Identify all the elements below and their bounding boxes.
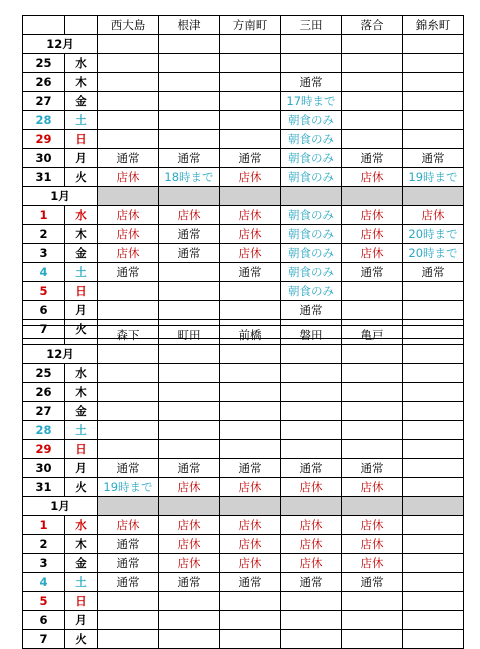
date-cell: 5 (23, 282, 65, 301)
status-cell (281, 364, 342, 383)
status-cell (342, 73, 403, 92)
date-cell: 7 (23, 630, 65, 649)
header-row (23, 326, 464, 345)
month-row-cell (281, 187, 342, 206)
status-cell: 店休 (159, 535, 220, 554)
weekday-cell: 金 (65, 554, 98, 573)
status-cell: 店休 (98, 206, 159, 225)
month-row-cell (342, 35, 403, 54)
status-cell (403, 402, 464, 421)
status-cell: 朝食のみ (281, 168, 342, 187)
month-row-cell (159, 35, 220, 54)
status-cell (220, 402, 281, 421)
status-cell (98, 73, 159, 92)
status-cell: 朝食のみ (281, 225, 342, 244)
status-cell (220, 630, 281, 649)
status-cell (98, 402, 159, 421)
month-row-cell (281, 497, 342, 516)
status-cell (220, 282, 281, 301)
day-row (23, 554, 464, 573)
weekday-cell: 日 (65, 282, 98, 301)
month-row (23, 35, 464, 54)
status-cell: 通常 (159, 225, 220, 244)
month-row-cell (220, 497, 281, 516)
date-cell: 25 (23, 54, 65, 73)
status-cell (98, 630, 159, 649)
day-row (23, 244, 464, 263)
status-cell (342, 421, 403, 440)
status-cell: 通常 (281, 459, 342, 478)
status-cell: 店休 (159, 516, 220, 535)
status-cell (159, 301, 220, 320)
day-row (23, 54, 464, 73)
status-cell: 店休 (281, 478, 342, 497)
corner-cell (23, 326, 65, 345)
store-name-header: 亀戸 (342, 326, 403, 345)
status-cell: 店休 (159, 478, 220, 497)
status-cell: 朝食のみ (281, 149, 342, 168)
status-cell (281, 383, 342, 402)
store-name-header: 錦糸町 (403, 16, 464, 35)
status-cell (98, 111, 159, 130)
date-cell: 7 (23, 320, 65, 339)
month-row-cell (98, 497, 159, 516)
date-cell: 25 (23, 364, 65, 383)
date-cell: 3 (23, 554, 65, 573)
weekday-cell: 土 (65, 573, 98, 592)
date-cell: 5 (23, 592, 65, 611)
month-row-cell (281, 345, 342, 364)
day-row (23, 282, 464, 301)
weekday-cell: 月 (65, 459, 98, 478)
status-cell (220, 73, 281, 92)
status-cell (281, 630, 342, 649)
status-cell: 店休 (159, 206, 220, 225)
status-cell (403, 592, 464, 611)
status-cell: 通常 (403, 149, 464, 168)
status-cell: 店休 (220, 535, 281, 554)
date-cell: 31 (23, 168, 65, 187)
status-cell (342, 364, 403, 383)
status-cell: 朝食のみ (281, 130, 342, 149)
header-row (23, 16, 464, 35)
status-cell (281, 592, 342, 611)
status-cell (98, 282, 159, 301)
status-cell (98, 301, 159, 320)
month-label: 12月 (23, 345, 98, 364)
status-cell: 通常 (98, 573, 159, 592)
status-cell: 店休 (220, 168, 281, 187)
month-row-cell (403, 345, 464, 364)
month-row-cell (403, 35, 464, 54)
month-label: 1月 (23, 497, 98, 516)
schedule-table-2 (22, 325, 464, 649)
month-row-cell (159, 345, 220, 364)
status-cell (98, 130, 159, 149)
store-name-header: 根津 (159, 16, 220, 35)
status-cell: 店休 (281, 516, 342, 535)
corner-cell (23, 16, 65, 35)
status-cell (403, 516, 464, 535)
status-cell (403, 282, 464, 301)
schedule-table-1 (22, 15, 464, 339)
status-cell: 店休 (98, 225, 159, 244)
status-cell (403, 92, 464, 111)
status-cell (159, 402, 220, 421)
day-row (23, 459, 464, 478)
month-label: 12月 (23, 35, 98, 54)
status-cell (281, 440, 342, 459)
status-cell (220, 364, 281, 383)
month-row (23, 345, 464, 364)
status-cell (403, 54, 464, 73)
weekday-cell: 火 (65, 630, 98, 649)
status-cell: 店休 (342, 225, 403, 244)
date-cell: 27 (23, 402, 65, 421)
store-name-header: 前橋 (220, 326, 281, 345)
status-cell (159, 263, 220, 282)
status-cell (281, 402, 342, 421)
status-cell: 通常 (159, 459, 220, 478)
status-cell: 通常 (98, 149, 159, 168)
status-cell: 朝食のみ (281, 206, 342, 225)
weekday-cell: 金 (65, 402, 98, 421)
day-row (23, 149, 464, 168)
status-cell (98, 592, 159, 611)
weekday-cell: 日 (65, 592, 98, 611)
day-row (23, 364, 464, 383)
status-cell (403, 611, 464, 630)
status-cell (403, 535, 464, 554)
day-row (23, 92, 464, 111)
day-row (23, 611, 464, 630)
store-name-header: 西大島 (98, 16, 159, 35)
date-cell: 1 (23, 206, 65, 225)
status-cell (98, 611, 159, 630)
corner-cell (65, 16, 98, 35)
month-row-cell (220, 35, 281, 54)
status-cell (342, 440, 403, 459)
status-cell: 店休 (342, 516, 403, 535)
date-cell: 30 (23, 459, 65, 478)
status-cell: 店休 (220, 244, 281, 263)
status-cell: 通常 (220, 459, 281, 478)
status-cell: 通常 (220, 263, 281, 282)
status-cell (220, 130, 281, 149)
status-cell (98, 54, 159, 73)
date-cell: 27 (23, 92, 65, 111)
day-row (23, 516, 464, 535)
day-row (23, 573, 464, 592)
weekday-cell: 月 (65, 301, 98, 320)
status-cell: 店休 (98, 168, 159, 187)
status-cell (403, 364, 464, 383)
store-name-header (403, 326, 464, 345)
status-cell: 店休 (159, 554, 220, 573)
status-cell (342, 592, 403, 611)
status-cell (403, 111, 464, 130)
weekday-cell: 金 (65, 244, 98, 263)
day-row (23, 478, 464, 497)
weekday-cell: 水 (65, 364, 98, 383)
status-cell: 店休 (220, 225, 281, 244)
status-cell (403, 421, 464, 440)
day-row (23, 535, 464, 554)
status-cell: 店休 (220, 478, 281, 497)
status-cell: 通常 (281, 573, 342, 592)
status-cell (342, 630, 403, 649)
weekday-cell: 水 (65, 206, 98, 225)
status-cell (98, 92, 159, 111)
status-cell (220, 440, 281, 459)
status-cell: 通常 (98, 535, 159, 554)
status-cell (159, 440, 220, 459)
date-cell: 28 (23, 111, 65, 130)
status-cell (281, 421, 342, 440)
day-row (23, 592, 464, 611)
date-cell: 3 (23, 244, 65, 263)
month-row (23, 497, 464, 516)
date-cell: 6 (23, 301, 65, 320)
month-row-cell (98, 35, 159, 54)
status-cell (220, 54, 281, 73)
weekday-cell: 日 (65, 130, 98, 149)
status-cell: 通常 (98, 263, 159, 282)
status-cell: 通常 (281, 301, 342, 320)
month-row-cell (403, 187, 464, 206)
status-cell (159, 111, 220, 130)
day-row (23, 630, 464, 649)
status-cell: 朝食のみ (281, 111, 342, 130)
status-cell (220, 383, 281, 402)
status-cell (403, 130, 464, 149)
date-cell: 29 (23, 440, 65, 459)
status-cell (342, 383, 403, 402)
status-cell (403, 440, 464, 459)
status-cell (159, 592, 220, 611)
weekday-cell: 木 (65, 535, 98, 554)
status-cell: 朝食のみ (281, 244, 342, 263)
status-cell: 通常 (220, 149, 281, 168)
status-cell: 店休 (220, 554, 281, 573)
month-row-cell (342, 187, 403, 206)
status-cell (159, 611, 220, 630)
day-row (23, 225, 464, 244)
month-row-cell (159, 497, 220, 516)
status-cell (342, 54, 403, 73)
month-row-cell (98, 345, 159, 364)
status-cell: 店休 (342, 478, 403, 497)
date-cell: 30 (23, 149, 65, 168)
status-cell (98, 440, 159, 459)
store-name-header: 落合 (342, 16, 403, 35)
weekday-cell: 火 (65, 320, 98, 339)
month-row-cell (159, 187, 220, 206)
day-row (23, 111, 464, 130)
status-cell: 店休 (281, 535, 342, 554)
status-cell: 店休 (98, 244, 159, 263)
status-cell (342, 402, 403, 421)
month-row (23, 187, 464, 206)
weekday-cell: 水 (65, 516, 98, 535)
status-cell: 20時まで (403, 244, 464, 263)
store-name-header: 森下 (98, 326, 159, 345)
day-row (23, 421, 464, 440)
status-cell (159, 92, 220, 111)
status-cell (281, 611, 342, 630)
status-cell: 店休 (342, 554, 403, 573)
status-cell (98, 421, 159, 440)
status-cell (159, 282, 220, 301)
status-cell (403, 630, 464, 649)
status-cell: 通常 (403, 263, 464, 282)
status-cell (281, 54, 342, 73)
month-row-cell (220, 345, 281, 364)
date-cell: 4 (23, 573, 65, 592)
store-name-header: 三田 (281, 16, 342, 35)
day-row (23, 402, 464, 421)
day-row (23, 73, 464, 92)
weekday-cell: 火 (65, 478, 98, 497)
weekday-cell: 月 (65, 611, 98, 630)
status-cell: 通常 (220, 573, 281, 592)
status-cell (159, 630, 220, 649)
weekday-cell: 木 (65, 73, 98, 92)
date-cell: 1 (23, 516, 65, 535)
month-row-cell (98, 187, 159, 206)
status-cell: 朝食のみ (281, 282, 342, 301)
weekday-cell: 火 (65, 168, 98, 187)
day-row (23, 168, 464, 187)
date-cell: 31 (23, 478, 65, 497)
status-cell (342, 111, 403, 130)
status-cell: 通常 (281, 73, 342, 92)
status-cell (220, 111, 281, 130)
status-cell: 店休 (220, 206, 281, 225)
status-cell: 店休 (281, 554, 342, 573)
status-cell (159, 364, 220, 383)
status-cell: 17時まで (281, 92, 342, 111)
date-cell: 26 (23, 73, 65, 92)
status-cell: 店休 (342, 244, 403, 263)
store-name-header: 町田 (159, 326, 220, 345)
status-cell (159, 383, 220, 402)
status-cell (342, 611, 403, 630)
status-cell (220, 611, 281, 630)
weekday-cell: 木 (65, 225, 98, 244)
status-cell: 通常 (159, 149, 220, 168)
status-cell (403, 478, 464, 497)
status-cell: 19時まで (98, 478, 159, 497)
status-cell (159, 73, 220, 92)
status-cell (403, 73, 464, 92)
weekday-cell: 土 (65, 111, 98, 130)
date-cell: 2 (23, 225, 65, 244)
weekday-cell: 金 (65, 92, 98, 111)
month-row-cell (342, 497, 403, 516)
status-cell: 朝食のみ (281, 263, 342, 282)
status-cell (220, 301, 281, 320)
status-cell (403, 573, 464, 592)
status-cell (220, 92, 281, 111)
month-label: 1月 (23, 187, 98, 206)
status-cell: 通常 (159, 244, 220, 263)
day-row (23, 130, 464, 149)
status-cell (159, 421, 220, 440)
date-cell: 4 (23, 263, 65, 282)
status-cell: 店休 (403, 206, 464, 225)
status-cell: 通常 (342, 459, 403, 478)
day-row (23, 440, 464, 459)
month-row-cell (220, 187, 281, 206)
day-row (23, 206, 464, 225)
status-cell: 通常 (98, 554, 159, 573)
status-cell: 通常 (159, 573, 220, 592)
status-cell: 18時まで (159, 168, 220, 187)
status-cell (403, 301, 464, 320)
weekday-cell: 木 (65, 383, 98, 402)
corner-cell (65, 326, 98, 345)
weekday-cell: 土 (65, 421, 98, 440)
status-cell (342, 282, 403, 301)
day-row (23, 301, 464, 320)
date-cell: 28 (23, 421, 65, 440)
status-cell: 通常 (98, 459, 159, 478)
status-cell: 店休 (98, 516, 159, 535)
status-cell (342, 92, 403, 111)
weekday-cell: 月 (65, 149, 98, 168)
status-cell: 店休 (342, 535, 403, 554)
date-cell: 26 (23, 383, 65, 402)
status-cell: 20時まで (403, 225, 464, 244)
status-cell: 店休 (342, 168, 403, 187)
status-cell: 通常 (342, 149, 403, 168)
weekday-cell: 水 (65, 54, 98, 73)
day-row (23, 383, 464, 402)
status-cell (220, 592, 281, 611)
status-cell (220, 421, 281, 440)
status-cell (159, 130, 220, 149)
day-row (23, 263, 464, 282)
date-cell: 6 (23, 611, 65, 630)
status-cell (98, 364, 159, 383)
status-cell (403, 459, 464, 478)
month-row-cell (281, 35, 342, 54)
status-cell: 19時まで (403, 168, 464, 187)
status-cell: 通常 (342, 263, 403, 282)
weekday-cell: 日 (65, 440, 98, 459)
status-cell (403, 554, 464, 573)
status-cell: 通常 (342, 573, 403, 592)
store-name-header: 磐田 (281, 326, 342, 345)
store-name-header: 方南町 (220, 16, 281, 35)
status-cell (98, 383, 159, 402)
month-row-cell (403, 497, 464, 516)
date-cell: 29 (23, 130, 65, 149)
status-cell: 店休 (220, 516, 281, 535)
status-cell (342, 301, 403, 320)
status-cell (403, 383, 464, 402)
weekday-cell: 土 (65, 263, 98, 282)
status-cell: 店休 (342, 206, 403, 225)
status-cell (342, 130, 403, 149)
status-cell (159, 54, 220, 73)
month-row-cell (342, 345, 403, 364)
date-cell: 2 (23, 535, 65, 554)
